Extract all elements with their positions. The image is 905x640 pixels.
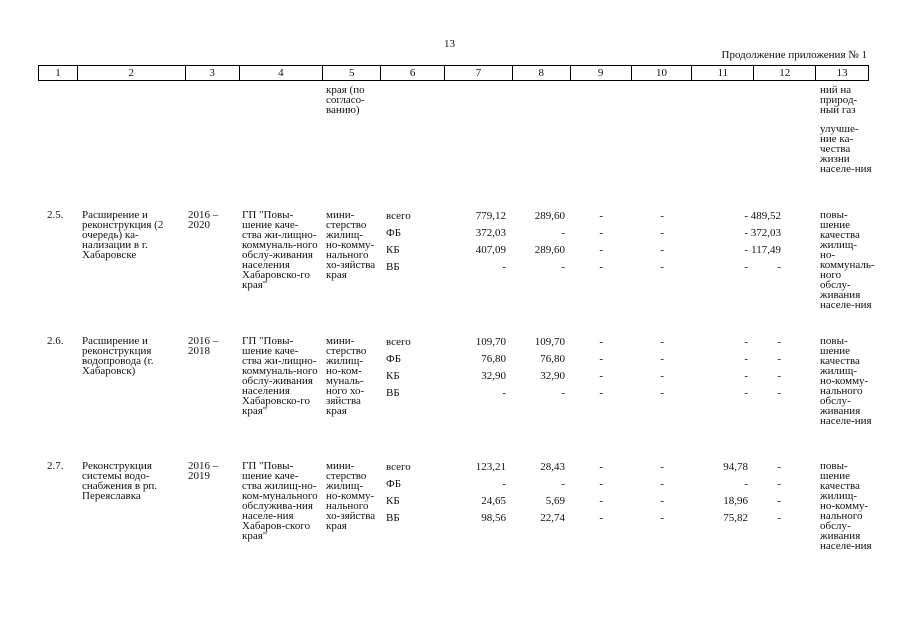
- value-col-7: -: [502, 478, 506, 490]
- funding-type: ВБ: [386, 261, 400, 273]
- value-col-9: -: [599, 370, 603, 382]
- value-col-10: -: [660, 370, 664, 382]
- header-col-2: 2: [77, 66, 185, 80]
- value-col-12: -: [777, 495, 781, 507]
- value-col-7: 109,70: [475, 336, 506, 348]
- value-col-9: -: [599, 261, 603, 273]
- page-number: 13: [444, 38, 455, 50]
- funding-type: КБ: [386, 495, 400, 507]
- row-executor: мини-стерство жилищ-но-ком-муналь-ного хо-зяйства края: [326, 335, 367, 417]
- value-col-12: -: [777, 387, 781, 399]
- value-col-9: -: [599, 478, 603, 490]
- row-program: ГП "Повы-шение каче-ства жилищ-но-ком-мунального обслуживa-ния населе-ния Хабаров-ского края": [242, 460, 318, 542]
- value-col-7: 779,12: [475, 210, 506, 222]
- value-col-10: -: [660, 478, 664, 490]
- value-col-11: -: [744, 478, 748, 490]
- value-col-8: 289,60: [534, 244, 565, 256]
- value-col-12: -: [777, 261, 781, 273]
- row-number: 2.5.: [47, 209, 64, 221]
- row-number: 2.7.: [47, 460, 64, 472]
- value-col-7: 123,21: [475, 461, 506, 473]
- value-col-11: -: [744, 261, 748, 273]
- value-col-12: 372,03: [750, 227, 781, 239]
- value-col-8: -: [561, 227, 565, 239]
- value-col-10: -: [660, 353, 664, 365]
- value-col-7: 32,90: [481, 370, 506, 382]
- value-col-7: 407,09: [475, 244, 506, 256]
- value-col-7: 372,03: [475, 227, 506, 239]
- value-col-8: 289,60: [534, 210, 565, 222]
- header-col-12: 12: [753, 66, 815, 80]
- funding-type: ФБ: [386, 478, 402, 490]
- value-col-8: 109,70: [534, 336, 565, 348]
- funding-line: [0, 512, 905, 528]
- carry-result-a: ний на природ-ный газ: [820, 84, 858, 116]
- header-col-11: 11: [691, 66, 753, 80]
- value-col-9: -: [599, 210, 603, 222]
- value-col-9: -: [599, 227, 603, 239]
- funding-line: [0, 227, 905, 243]
- value-col-9: -: [599, 461, 603, 473]
- value-col-8: -: [561, 261, 565, 273]
- funding-line: [0, 210, 905, 226]
- value-col-12: 489,52: [750, 210, 781, 222]
- header-col-6: 6: [380, 66, 444, 80]
- funding-type: ВБ: [386, 387, 400, 399]
- value-col-11: -: [744, 244, 748, 256]
- value-col-10: -: [660, 512, 664, 524]
- value-col-11: -: [744, 210, 748, 222]
- header-col-13: 13: [815, 66, 868, 80]
- value-col-10: -: [660, 244, 664, 256]
- value-col-10: -: [660, 210, 664, 222]
- value-col-12: -: [777, 336, 781, 348]
- value-col-8: -: [561, 387, 565, 399]
- value-col-8: 22,74: [540, 512, 565, 524]
- funding-type: ВБ: [386, 512, 400, 524]
- funding-type: всего: [386, 210, 411, 222]
- value-col-10: -: [660, 387, 664, 399]
- funding-line: [0, 261, 905, 277]
- value-col-11: 18,96: [723, 495, 748, 507]
- row-period: 2016 – 2018: [188, 335, 219, 357]
- funding-line: [0, 244, 905, 260]
- row-executor: мини-стерство жилищ-но-комму-нального хо-зяйства края: [326, 460, 376, 532]
- value-col-10: -: [660, 495, 664, 507]
- value-col-9: -: [599, 336, 603, 348]
- value-col-7: 76,80: [481, 353, 506, 365]
- row-period: 2016 – 2019: [188, 460, 219, 482]
- row-program: ГП "Повы-шение каче-ства жи-лищно-коммуналь-ного обслу-живания населения Хабаровско-го края": [242, 335, 318, 417]
- header-col-7: 7: [444, 66, 512, 80]
- funding-line: [0, 370, 905, 386]
- row-name: Расширение и реконструкция водопровода (г. Хабаровск): [82, 335, 154, 377]
- row-name: Реконструкция системы водо-снабжения в рп. Переяславка: [82, 460, 157, 502]
- funding-type: КБ: [386, 370, 400, 382]
- funding-type: всего: [386, 336, 411, 348]
- row-number: 2.6.: [47, 335, 64, 347]
- value-col-8: 32,90: [540, 370, 565, 382]
- table-header: [38, 65, 869, 81]
- row-program: ГП "Повы-шение каче-ства жи-лищно-коммуналь-ного обслу-живания населения Хабаровско-го края": [242, 209, 318, 291]
- value-col-10: -: [660, 461, 664, 473]
- value-col-11: -: [744, 227, 748, 239]
- value-col-12: -: [777, 461, 781, 473]
- value-col-10: -: [660, 227, 664, 239]
- carry-result-b: улучше-ние ка-чества жизни населе-ния: [820, 123, 872, 175]
- funding-type: всего: [386, 461, 411, 473]
- header-col-5: 5: [322, 66, 380, 80]
- continuation-title: Продолжение приложения № 1: [721, 49, 867, 61]
- row-period: 2016 – 2020: [188, 209, 219, 231]
- value-col-8: -: [561, 478, 565, 490]
- funding-line: [0, 495, 905, 511]
- value-col-11: -: [744, 387, 748, 399]
- value-col-11: -: [744, 336, 748, 348]
- value-col-9: -: [599, 353, 603, 365]
- header-col-4: 4: [239, 66, 323, 80]
- value-col-11: 94,78: [723, 461, 748, 473]
- value-col-11: -: [744, 353, 748, 365]
- value-col-12: -: [777, 353, 781, 365]
- funding-type: ФБ: [386, 353, 402, 365]
- value-col-11: -: [744, 370, 748, 382]
- value-col-9: -: [599, 244, 603, 256]
- value-col-7: 24,65: [481, 495, 506, 507]
- value-col-8: 28,43: [540, 461, 565, 473]
- header-col-8: 8: [512, 66, 570, 80]
- value-col-12: -: [777, 370, 781, 382]
- value-col-9: -: [599, 495, 603, 507]
- row-result: повы-шение качества жилищ-но-комму-нального обслу-живания населе-ния: [820, 460, 872, 552]
- funding-line: [0, 478, 905, 494]
- value-col-7: 98,56: [481, 512, 506, 524]
- carry-executor: края (по согласо-ванию): [326, 84, 365, 116]
- row-result: повы-шение качества жилищ-но-комму-нального обслу-живания населе-ния: [820, 335, 872, 427]
- value-col-9: -: [599, 512, 603, 524]
- header-col-1: 1: [55, 67, 61, 79]
- value-col-12: -: [777, 512, 781, 524]
- row-result: повы-шение качества жилищ-но-коммуналь-ного обслу-живания населе-ния: [820, 209, 875, 311]
- value-col-7: -: [502, 387, 506, 399]
- funding-line: [0, 353, 905, 369]
- row-name: Расширение и реконструкция (2 очередь) ка-нализации в г. Хабаровске: [82, 209, 164, 261]
- value-col-10: -: [660, 261, 664, 273]
- value-col-9: -: [599, 387, 603, 399]
- header-col-9: 9: [570, 66, 631, 80]
- funding-line: [0, 336, 905, 352]
- value-col-12: -: [777, 478, 781, 490]
- value-col-8: 76,80: [540, 353, 565, 365]
- funding-line: [0, 461, 905, 477]
- header-col-3: 3: [185, 66, 239, 80]
- value-col-12: 117,49: [751, 244, 781, 256]
- header-col-10: 10: [631, 66, 692, 80]
- value-col-11: 75,82: [723, 512, 748, 524]
- funding-type: КБ: [386, 244, 400, 256]
- value-col-10: -: [660, 336, 664, 348]
- funding-line: [0, 387, 905, 403]
- value-col-7: -: [502, 261, 506, 273]
- value-col-8: 5,69: [545, 495, 565, 507]
- row-executor: мини-стерство жилищ-но-комму-нального хо-зяйства края: [326, 209, 376, 281]
- funding-type: ФБ: [386, 227, 402, 239]
